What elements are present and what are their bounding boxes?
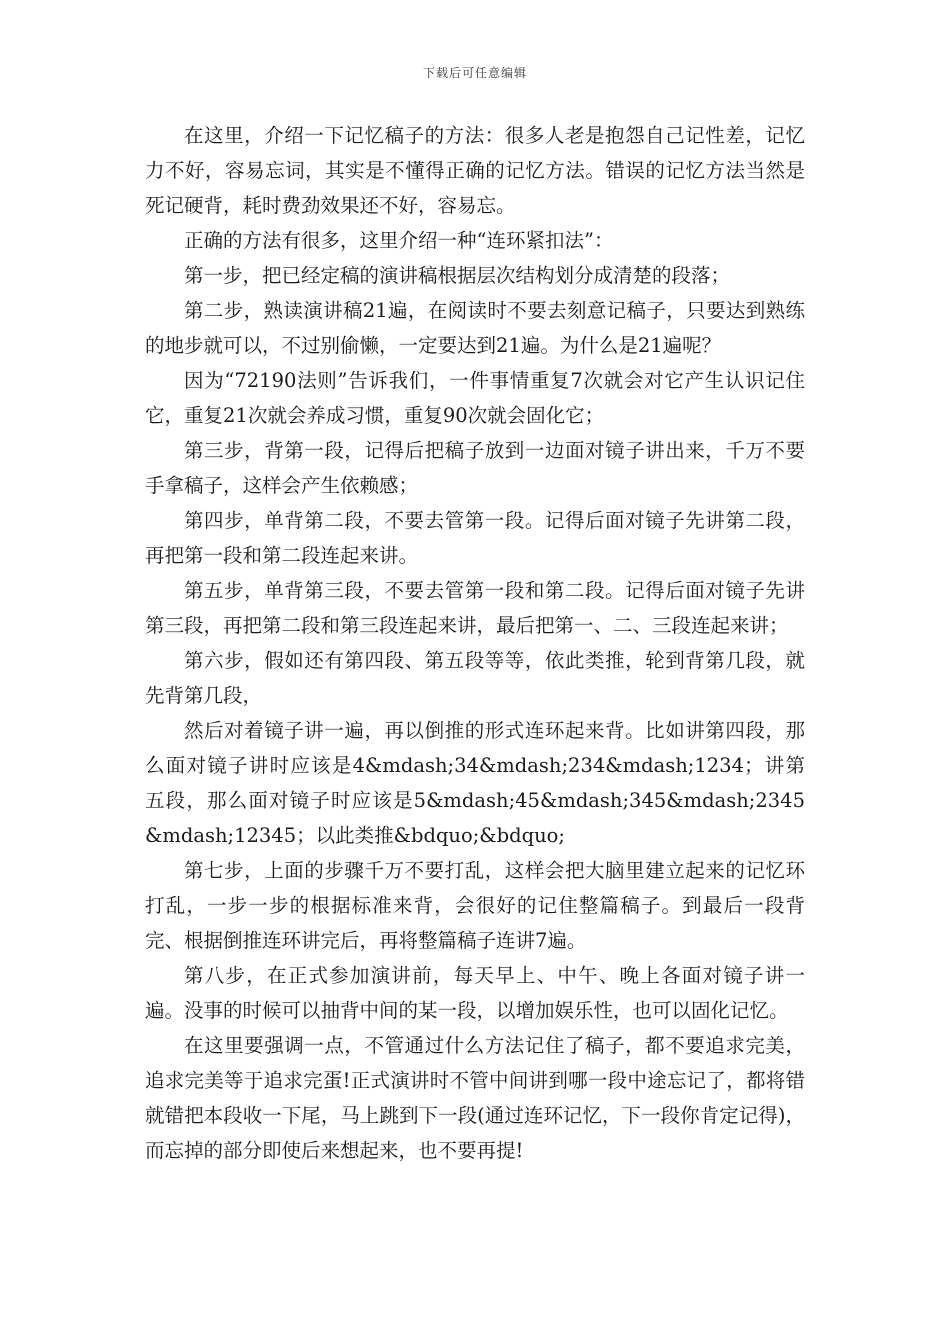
document-body	[145, 118, 805, 1168]
paragraph-72190-rule: 因为“72190法则”告诉我们，一件事情重复7次就会对它产生认识记住它，重复21次就会养成习惯，重复90次就会固化它；	[145, 369, 805, 427]
paragraph-step-7: 第七步，上面的步骤千万不要打乱，这样会把大脑里建立起来的记忆环打乱，一步一步的根据标准来背，会很好的记住整篇稿子。到最后一段背完、根据倒推连环讲完后，再将整篇稿子连讲7遍。	[145, 859, 805, 952]
paragraph-method-intro: 正确的方法有很多，这里介绍一种“连环紧扣法”：	[184, 229, 614, 252]
paragraph-step-6: 第六步，假如还有第四段、第五段等等，依此类推，轮到背第几段，就先背第几段，	[145, 649, 805, 707]
paragraph-step-3: 第三步，背第一段，记得后把稿子放到一边面对镜子讲出来，千万不要手拿稿子，这样会产生依赖感；	[145, 439, 805, 497]
paragraph-step-2: 第二步，熟读演讲稿21遍，在阅读时不要去刻意记稿子，只要达到熟练的地步就可以，不过别偷懒，一定要达到21遍。为什么是21遍呢？	[145, 299, 805, 357]
paragraph-reverse-chain: 然后对着镜子讲一遍，再以倒推的形式连环起来背。比如讲第四段，那么面对镜子讲时应该是4&mdash;34&mdash;234&mdash;1234；讲第五段，那么面对镜子时应该是5&mdash;45&mdash;345&mdash;2345&mdash;12345；以此类推&bdquo;&bdquo;	[145, 719, 805, 847]
paragraph-step-8: 第八步，在正式参加演讲前，每天早上、中午、晚上各面对镜子讲一遍。没事的时候可以抽背中间的某一段，以增加娱乐性，也可以固化记忆。	[145, 964, 805, 1022]
paragraph-step-4: 第四步，单背第二段，不要去管第一段。记得后面对镜子先讲第二段，再把第一段和第二段连起来讲。	[145, 509, 805, 567]
paragraph-emphasis: 在这里要强调一点，不管通过什么方法记住了稿子，都不要追求完美，追求完美等于追求完蛋!正式演讲时不管中间讲到哪一段中途忘记了，都将错就错把本段收一下尾，马上跳到下一段(通过连环记忆，下一段你肯定记得)，而忘掉的部分即使后来想起来，也不要再提!	[145, 1034, 805, 1162]
paragraph-memory-intro: 在这里，介绍一下记忆稿子的方法：很多人老是抱怨自己记性差，记忆力不好，容易忘词，其实是不懂得正确的记忆方法。错误的记忆方法当然是死记硬背，耗时费劲效果还不好，容易忘。	[145, 124, 805, 217]
paragraph-step-5: 第五步，单背第三段，不要去管第一段和第二段。记得后面对镜子先讲第三段，再把第二段和第三段连起来讲，最后把第一、二、三段连起来讲；	[145, 579, 805, 637]
page-header: 下载后可任意编辑	[422, 66, 527, 80]
paragraph-step-1: 第一步，把已经定稿的演讲稿根据层次结构划分成清楚的段落；	[184, 264, 731, 287]
